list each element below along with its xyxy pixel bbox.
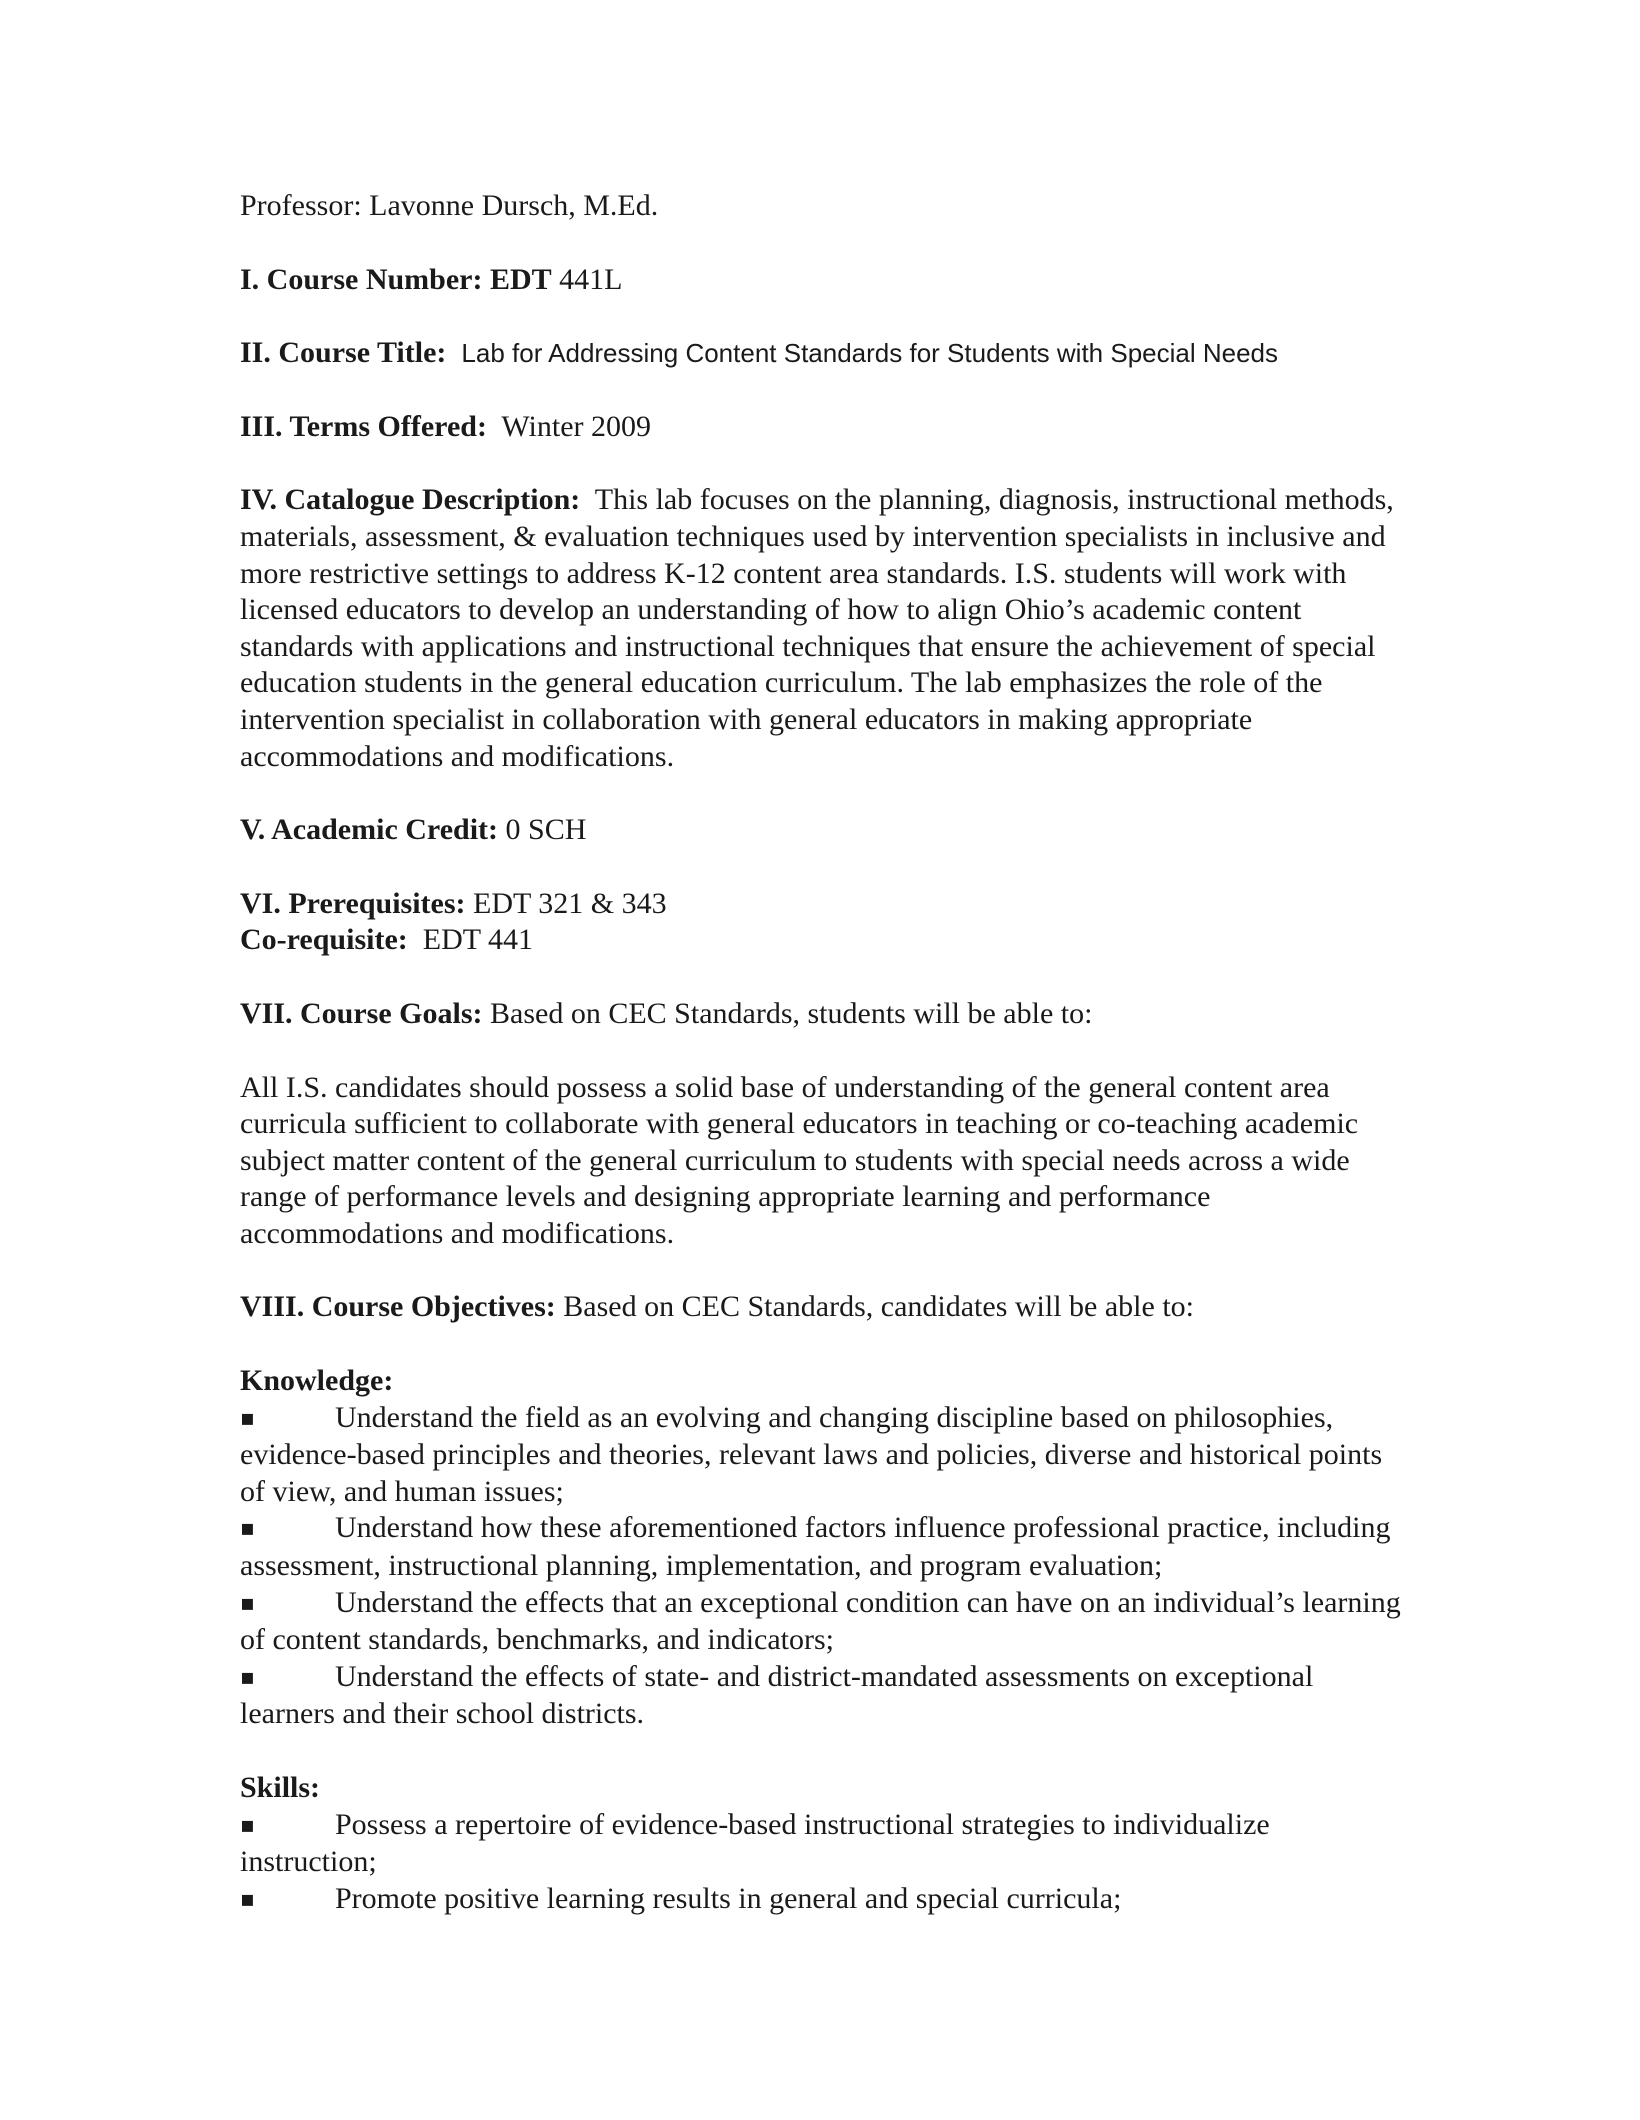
bullet-icon: ▪ [240,1516,255,1542]
list-item [240,1585,1410,1659]
knowledge-list [240,1400,1410,1733]
list-item-text: Promote positive learning results in general and special curricula; [335,1881,1122,1915]
list-item-text: Understand the effects that an exceptional condition can have on an individual’s learning of content standards, benchmarks, and indicators; [240,1585,1401,1657]
course-objectives-value: Based on CEC Standards, candidates will be able to: [555,1290,1194,1324]
bullet-icon: ▪ [240,1590,255,1616]
corequisite-value: EDT 441 [422,923,534,957]
prerequisites-line [240,886,1410,923]
academic-credit-line [240,812,1410,849]
catalogue-description-label: IV. Catalogue Description: [240,483,581,517]
catalogue-description-text: This lab focuses on the planning, diagnosis, instructional methods, materials, assessment, & evaluation techniques used by intervention specialists in inclusive and more restrictive settings to address K-12 content area standards. I.S. students will work with licensed educators to develop an understanding of how to align Ohio’s academic content standards with applications and instructional techniques that ensure the achievement of special education students in the general education curriculum. The lab emphasizes the role of the intervention specialist in collaboration with general educators in making appropriate accommodations and modifications. [240,483,1394,773]
terms-offered-line [240,409,1410,446]
course-number-value: 441L [551,262,623,296]
skills-heading-text: Skills: [240,1771,321,1804]
list-item [240,1881,1410,1919]
knowledge-heading [240,1363,1410,1400]
list-item-text: Possess a repertoire of evidence-based instructional strategies to individualize instruction; [240,1807,1270,1879]
knowledge-heading-text: Knowledge: [240,1364,394,1398]
course-goals-paragraph [240,1070,1410,1253]
skills-list [240,1807,1410,1919]
course-goals-line [240,996,1410,1033]
skills-heading [240,1770,1410,1807]
list-item-text: Understand the effects of state- and district-mandated assessments on exceptional learners and their school districts. [240,1659,1314,1731]
course-title-value: Lab for Addressing Content Standards for Students with Special Needs [461,338,1279,369]
course-number-line [240,262,1410,299]
course-goals-label: VII. Course Goals: [240,996,483,1030]
list-item-text: Understand the field as an evolving and changing discipline based on philosophies, evidence-based principles and theories, relevant laws and policies, diverse and historical points of view, and human issues; [240,1400,1383,1508]
bullet-icon: ▪ [240,1664,255,1690]
terms-offered-value: Winter 2009 [501,409,651,443]
bullet-icon: ▪ [240,1405,255,1431]
course-goals-paragraph-text: All I.S. candidates should possess a solid base of understanding of the general content area curricula sufficient to collaborate with general educators in teaching or co-teaching academic subject matter content of the general curriculum to students with special needs across a wide range of performance levels and designing appropriate learning and performance accommodations and modifications. [240,1070,1359,1250]
list-item [240,1659,1410,1733]
professor-line [240,188,1410,225]
terms-offered-label: III. Terms Offered: [240,409,487,443]
list-item-text: Understand how these aforementioned factors influence professional practice, including assessment, instructional planning, implementation, and program evaluation; [240,1511,1391,1583]
list-item [240,1400,1410,1511]
course-number-label: I. Course Number: EDT [240,262,552,296]
corequisite-label: Co-requisite: [240,923,408,957]
corequisite-line [240,922,1410,959]
professor-text: Professor: Lavonne Dursch, M.Ed. [240,189,659,222]
catalogue-description [240,482,1410,775]
list-item [240,1510,1410,1584]
course-title-label: II. Course Title: [240,336,447,370]
document-page [240,188,1410,1918]
academic-credit-value: 0 SCH [498,813,587,847]
bullet-icon: ▪ [240,1812,255,1838]
academic-credit-label: V. Academic Credit: [240,813,499,847]
course-objectives-label: VIII. Course Objectives: [240,1290,556,1324]
prerequisites-label: VI. Prerequisites: [240,886,466,920]
prerequisites-value: EDT 321 & 343 [465,886,667,920]
course-objectives-line [240,1289,1410,1326]
course-goals-value: Based on CEC Standards, students will be able to: [482,996,1093,1030]
list-item [240,1807,1410,1881]
course-title-line [240,335,1410,372]
bullet-icon: ▪ [240,1886,255,1912]
